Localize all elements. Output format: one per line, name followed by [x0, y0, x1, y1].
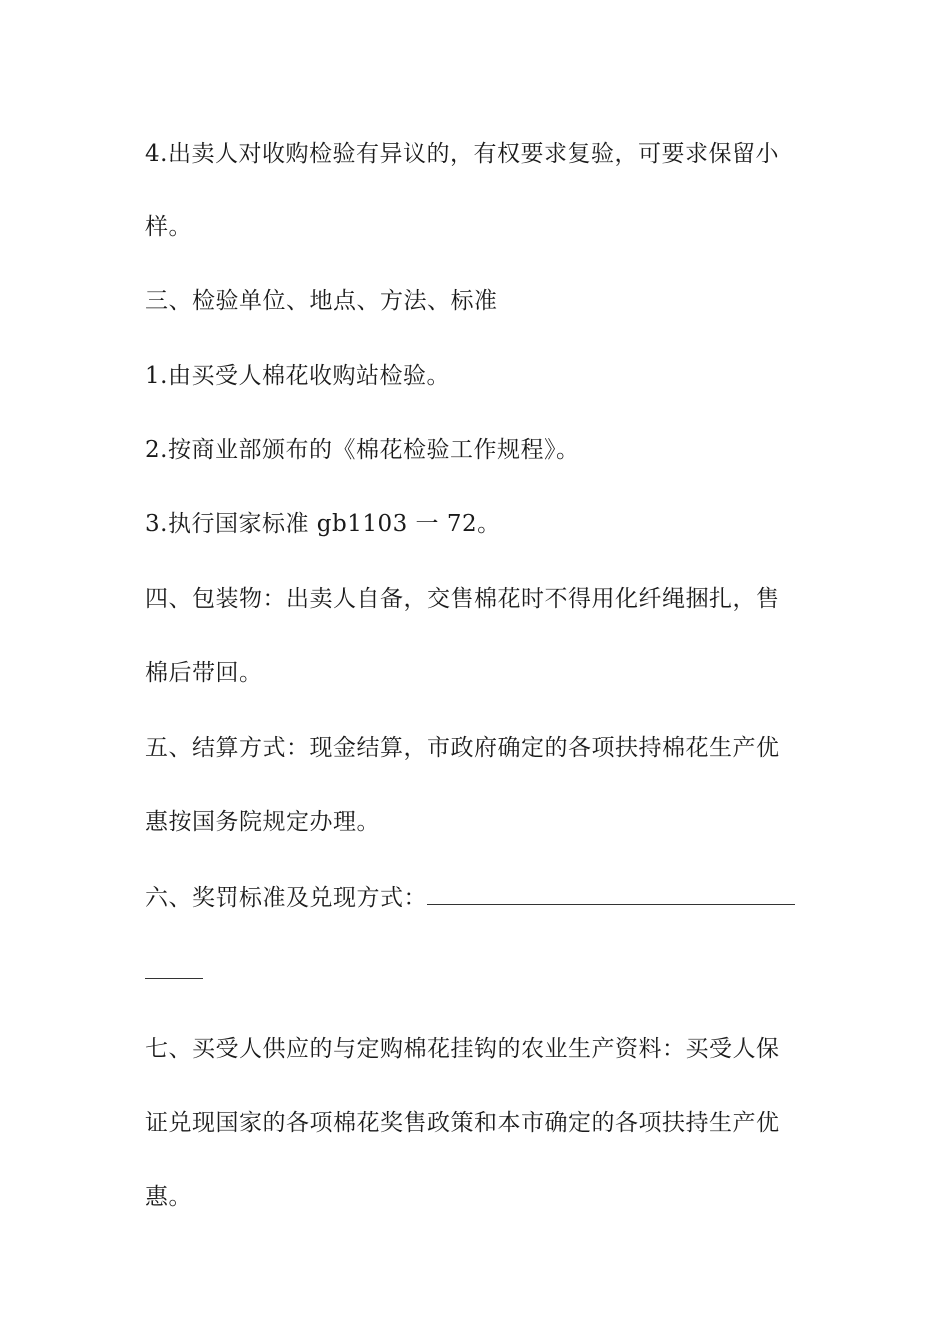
section-6-fill-blank[interactable]: [427, 882, 795, 905]
section-6-blank-continuation: [145, 956, 810, 987]
section-7-line-1: 七、买受人供应的与定购棉花挂钩的农业生产资料：买受人保: [145, 1036, 780, 1062]
section-5-line-2: 惠按国务院规定办理。: [145, 809, 380, 835]
clause-4-line-2: 样。: [145, 214, 192, 240]
section-6-line: [145, 882, 810, 913]
section-3-item-1: 1.由买受人棉花收购站检验。: [145, 363, 450, 389]
section-6-label: 六、奖罚标准及兑现方式：: [145, 885, 427, 911]
section-4-line-2: 棉后带回。: [145, 660, 263, 686]
section-3-heading: 三、检验单位、地点、方法、标准: [145, 288, 498, 314]
section-5-line-1: 五、结算方式：现金结算，市政府确定的各项扶持棉花生产优: [145, 735, 780, 761]
section-4-line-1: 四、包装物：出卖人自备，交售棉花时不得用化纤绳捆扎，售: [145, 586, 780, 612]
section-3-item-3: 3.执行国家标准 gb1103 一 72。: [145, 511, 501, 537]
section-6-fill-blank-2[interactable]: [145, 956, 203, 979]
section-7-line-2: 证兑现国家的各项棉花奖售政策和本市确定的各项扶持生产优: [145, 1110, 780, 1136]
section-7-line-3: 惠。: [145, 1184, 192, 1210]
section-3-item-2: 2.按商业部颁布的《棉花检验工作规程》。: [145, 437, 580, 463]
clause-4-line-1: 4.出卖人对收购检验有异议的，有权要求复验，可要求保留小: [145, 141, 779, 167]
